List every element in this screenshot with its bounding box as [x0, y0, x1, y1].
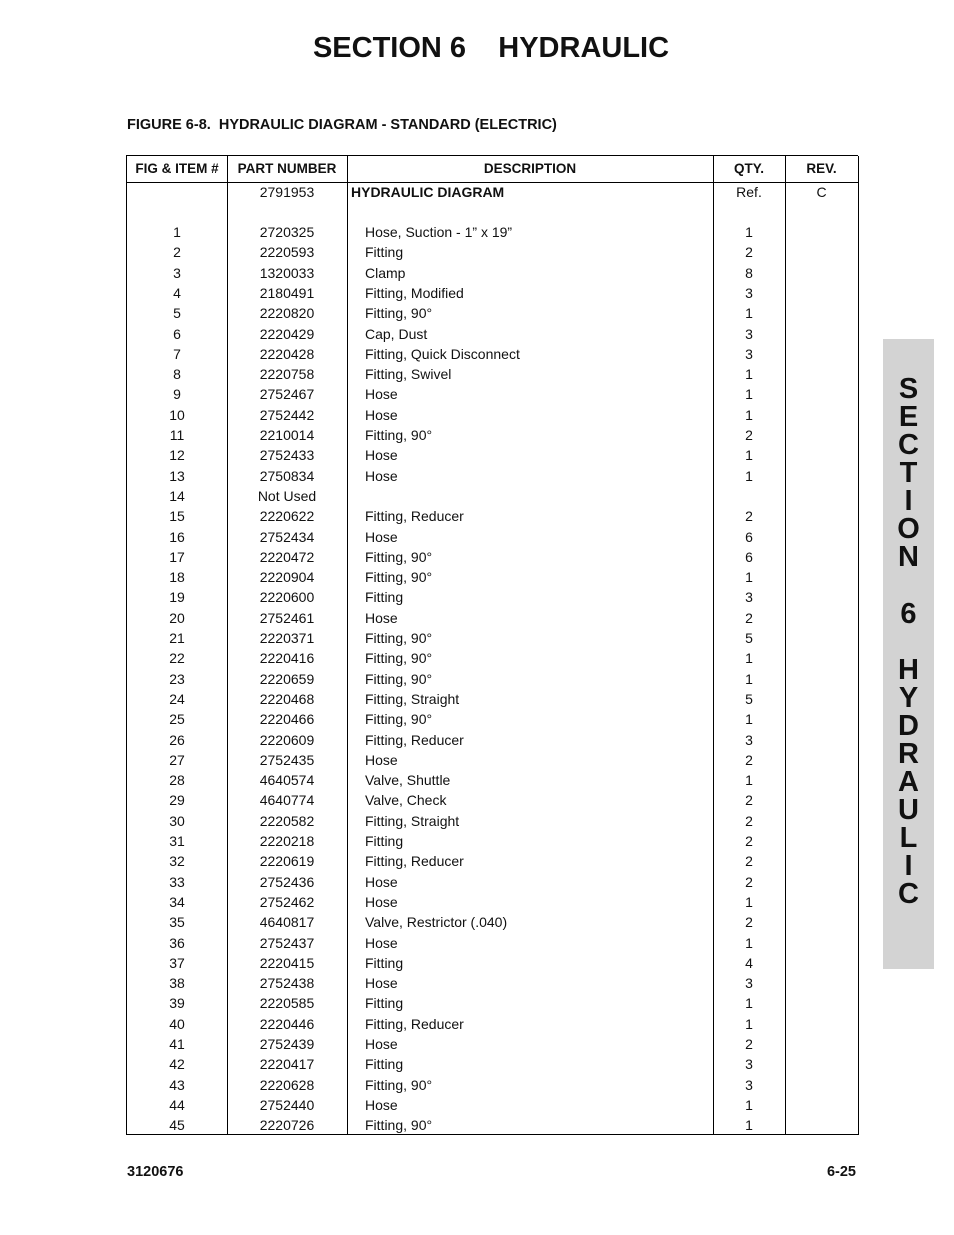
side-tab-letter: N — [898, 541, 919, 573]
qty-cell: 1 — [745, 995, 753, 1012]
description-cell: Fitting — [365, 995, 404, 1012]
side-tab-letter: U — [898, 794, 919, 826]
part-number-cell: 2220417 — [259, 1056, 315, 1073]
description-cell: Fitting, 90° — [365, 650, 433, 667]
fig-item-cell: 27 — [169, 751, 185, 768]
fig-item-cell: 38 — [169, 975, 185, 992]
qty-cell: 6 — [745, 528, 753, 545]
qty-cell: 2 — [745, 609, 753, 626]
part-number-cell: 2220904 — [259, 569, 315, 586]
part-number-cell: 2752437 — [259, 934, 315, 951]
qty-cell: 1 — [745, 224, 753, 240]
qty-cell: 1 — [745, 1015, 753, 1032]
description-cell: Fitting, Modified — [365, 284, 464, 301]
qty-cell: 3 — [745, 345, 753, 362]
side-tab-letter: A — [898, 766, 919, 798]
table-row — [127, 953, 858, 973]
table-row — [127, 222, 858, 242]
part-number-cell: 2752461 — [259, 609, 315, 626]
table-row — [127, 405, 858, 425]
fig-item-cell: 25 — [169, 711, 185, 728]
description-cell: Hose — [365, 528, 398, 545]
description-cell: Fitting, Reducer — [365, 508, 464, 525]
description-cell: Fitting, Reducer — [365, 1015, 464, 1032]
table-row — [127, 242, 858, 262]
qty-cell: 1 — [745, 893, 753, 910]
header-rev: REV. — [806, 161, 837, 176]
fig-item-cell: 22 — [169, 650, 185, 667]
qty-cell: 2 — [745, 244, 753, 261]
qty-cell: 4 — [745, 954, 753, 971]
table-row — [127, 1115, 858, 1135]
part-number-cell: 2791953 — [259, 184, 315, 200]
description-cell: Valve, Shuttle — [365, 772, 451, 789]
table-row — [127, 324, 858, 344]
qty-cell: 1 — [745, 305, 753, 322]
table-row — [127, 851, 858, 871]
side-tab-letter: I — [904, 850, 913, 882]
table-row — [127, 587, 858, 607]
part-number-cell: 2752434 — [259, 528, 315, 545]
part-number-cell: 2720325 — [259, 224, 315, 240]
description-cell: Hose, Suction - 1” x 19” — [365, 224, 513, 240]
description-cell: Fitting — [365, 833, 404, 849]
part-number-cell: 2220758 — [259, 366, 315, 383]
header-description: DESCRIPTION — [483, 161, 577, 176]
qty-cell: 2 — [745, 833, 753, 849]
part-number-cell: 2220429 — [259, 325, 315, 342]
description-cell: Fitting, 90° — [365, 711, 433, 728]
qty-cell: 3 — [745, 284, 753, 301]
table-row — [127, 466, 858, 486]
part-number-cell: 2752467 — [259, 386, 315, 403]
qty-cell: 1 — [745, 1117, 753, 1134]
qty-cell: 8 — [745, 264, 753, 281]
fig-item-cell: 40 — [169, 1015, 185, 1032]
qty-cell: 1 — [745, 650, 753, 667]
fig-item-cell: 28 — [169, 772, 185, 789]
table-row — [127, 527, 858, 547]
fig-item-cell: 24 — [169, 690, 185, 707]
qty-cell: 1 — [745, 934, 753, 951]
fig-item-cell: 3 — [173, 264, 181, 281]
side-tab-letter: E — [898, 401, 919, 433]
fig-item-cell: 4 — [173, 284, 181, 301]
fig-item-cell: 13 — [169, 467, 185, 484]
fig-item-cell: 35 — [169, 914, 185, 931]
description-cell: Fitting, 90° — [365, 1076, 433, 1093]
qty-cell: 3 — [745, 325, 753, 342]
part-number-cell: 2220466 — [259, 711, 315, 728]
fig-item-cell: 2 — [173, 244, 181, 261]
page-title: SECTION 6 HYDRAULIC — [312, 32, 670, 64]
qty-cell: 1 — [745, 366, 753, 383]
table-row — [127, 263, 858, 283]
fig-item-cell: 29 — [169, 792, 185, 809]
description-cell: Cap, Dust — [365, 325, 428, 342]
fig-item-cell: 15 — [169, 508, 185, 525]
part-number-cell: 2220628 — [259, 1076, 315, 1093]
qty-cell: 1 — [745, 772, 753, 789]
fig-item-cell: 21 — [169, 630, 185, 646]
description-cell: Fitting, Quick Disconnect — [365, 345, 520, 362]
side-tab-letter: T — [899, 457, 918, 489]
fig-item-cell: 32 — [169, 853, 185, 870]
description-cell: Fitting, 90° — [365, 305, 433, 322]
part-number-cell: 2752440 — [259, 1096, 315, 1113]
fig-item-cell: 18 — [169, 569, 185, 586]
fig-item-cell: 16 — [169, 528, 185, 545]
part-number-cell: 4640817 — [259, 914, 315, 931]
qty-cell: 1 — [745, 467, 753, 484]
description-cell: Fitting, 90° — [365, 569, 433, 586]
description-cell: Valve, Check — [365, 792, 447, 809]
table-row — [127, 486, 858, 506]
fig-item-cell: 9 — [173, 386, 181, 403]
description-cell: Fitting, 90° — [365, 670, 433, 687]
table-row — [127, 384, 858, 404]
part-number-cell: 2220582 — [259, 812, 315, 829]
qty-cell: 1 — [745, 711, 753, 728]
qty-cell: 1 — [745, 447, 753, 464]
description-cell: Fitting, Swivel — [365, 366, 452, 383]
description-cell: Hose — [365, 1096, 398, 1113]
qty-cell: 2 — [745, 1036, 753, 1052]
fig-item-cell: 7 — [173, 345, 181, 362]
table-row — [127, 872, 858, 892]
table-row — [127, 628, 858, 648]
table-row — [127, 608, 858, 628]
table-row — [127, 648, 858, 668]
description-cell: Fitting, Reducer — [365, 731, 464, 748]
table-row — [127, 344, 858, 364]
description-cell: Hose — [365, 609, 398, 626]
part-number-cell: 2220600 — [259, 589, 315, 606]
description-cell: Hose — [365, 467, 398, 484]
description-cell: Fitting, 90° — [365, 1117, 433, 1134]
part-number-cell: 2220416 — [259, 650, 315, 667]
part-number-cell: Not Used — [257, 487, 317, 504]
qty-cell: 2 — [745, 751, 753, 768]
table-row — [127, 364, 858, 384]
fig-item-cell: 44 — [169, 1096, 185, 1113]
parts-table — [126, 155, 858, 1135]
part-number-cell: 2180491 — [259, 284, 315, 301]
part-number-cell: 1320033 — [259, 264, 315, 281]
side-tab-letter: H — [898, 654, 919, 686]
part-number-cell: 2220593 — [259, 244, 315, 261]
fig-item-cell: 30 — [169, 812, 185, 829]
table-row — [127, 689, 858, 709]
part-number-cell: 2752435 — [259, 751, 315, 768]
header-fig-item: FIG & ITEM # — [135, 161, 219, 176]
fig-item-cell: 36 — [169, 934, 185, 951]
part-number-cell: 2220371 — [259, 630, 315, 646]
qty-cell: Ref. — [736, 184, 762, 200]
side-tab-letter: C — [898, 429, 919, 461]
description-cell: Fitting, 90° — [365, 427, 433, 443]
qty-cell: 1 — [745, 670, 753, 687]
description-cell: Fitting — [365, 244, 404, 261]
part-number-cell: 2752442 — [259, 406, 315, 423]
fig-item-cell: 17 — [169, 548, 185, 565]
description-cell: Hose — [365, 447, 398, 464]
document-number: 3120676 — [127, 1164, 184, 1180]
description-cell: Hose — [365, 406, 398, 423]
header-qty: QTY. — [733, 161, 764, 176]
side-tab-letter: C — [898, 878, 919, 910]
fig-item-cell: 5 — [173, 305, 181, 322]
fig-item-cell: 26 — [169, 731, 185, 748]
qty-cell: 5 — [745, 690, 753, 707]
part-number-cell: 4640574 — [259, 772, 315, 789]
description-cell: Hose — [365, 1036, 398, 1052]
fig-item-cell: 45 — [169, 1117, 185, 1134]
table-row — [127, 973, 858, 993]
table-row — [127, 425, 858, 445]
qty-cell: 3 — [745, 1076, 753, 1093]
table-row — [127, 283, 858, 303]
fig-item-cell: 42 — [169, 1056, 185, 1073]
side-tab-letter: I — [904, 485, 913, 517]
description-cell: Hose — [365, 751, 398, 768]
description-cell: Hose — [365, 934, 398, 951]
table-row — [127, 709, 858, 729]
description-cell: Fitting — [365, 589, 404, 606]
part-number-cell: 2220428 — [259, 345, 315, 362]
description-cell: HYDRAULIC DIAGRAM — [351, 184, 505, 200]
figure-title: FIGURE 6-8. HYDRAULIC DIAGRAM - STANDARD (ELECTRIC) — [127, 117, 557, 133]
side-tab-letter: 6 — [900, 598, 917, 630]
description-cell: Hose — [365, 386, 398, 403]
part-number-cell: 2220472 — [259, 548, 315, 565]
table-row — [127, 770, 858, 790]
part-number-cell: 2752439 — [259, 1036, 315, 1052]
fig-item-cell: 39 — [169, 995, 185, 1012]
part-number-cell: 2220619 — [259, 853, 315, 870]
table-row — [127, 547, 858, 567]
description-cell: Fitting, Reducer — [365, 853, 464, 870]
qty-cell: 5 — [745, 630, 753, 646]
fig-item-cell: 12 — [169, 447, 185, 464]
qty-cell: 2 — [745, 508, 753, 525]
table-row — [127, 831, 858, 851]
fig-item-cell: 33 — [169, 873, 185, 890]
part-number-cell: 2210014 — [259, 427, 315, 443]
side-tab-letter: L — [899, 822, 918, 854]
part-number-cell: 4640774 — [259, 792, 315, 809]
table-row — [127, 506, 858, 526]
fig-item-cell: 19 — [169, 589, 185, 606]
part-number-cell: 2220609 — [259, 731, 315, 748]
fig-item-cell: 6 — [173, 325, 181, 342]
qty-cell: 3 — [745, 975, 753, 992]
section-side-tab — [883, 339, 934, 969]
description-cell: Fitting — [365, 1056, 404, 1073]
table-row — [127, 1075, 858, 1095]
part-number-cell: 2220218 — [259, 833, 315, 849]
fig-item-cell: 34 — [169, 893, 185, 910]
part-number-cell: 2220585 — [259, 995, 315, 1012]
fig-item-cell: 20 — [169, 609, 185, 626]
qty-cell: 1 — [745, 1096, 753, 1113]
part-number-cell: 2220446 — [259, 1015, 315, 1032]
part-number-cell: 2752433 — [259, 447, 315, 464]
description-cell: Clamp — [365, 264, 406, 281]
fig-item-cell: 31 — [169, 833, 185, 849]
side-tab-letter: D — [898, 710, 919, 742]
description-cell: Hose — [365, 893, 398, 910]
part-number-cell: 2220415 — [259, 954, 315, 971]
qty-cell: 2 — [745, 853, 753, 870]
qty-cell: 2 — [745, 427, 753, 443]
description-cell: Hose — [365, 975, 398, 992]
fig-item-cell: 37 — [169, 954, 185, 971]
column-divider — [858, 156, 859, 1135]
part-number-cell: 2220622 — [259, 508, 315, 525]
part-number-cell: 2750834 — [259, 467, 315, 484]
fig-item-cell: 14 — [169, 487, 185, 504]
side-tab-letter: Y — [898, 682, 919, 714]
fig-item-cell: 11 — [169, 427, 185, 443]
description-cell: Fitting, 90° — [365, 630, 433, 646]
table-row — [127, 892, 858, 912]
fig-item-cell: 10 — [169, 406, 185, 423]
table-row — [127, 811, 858, 831]
table-row — [127, 182, 858, 202]
description-cell: Fitting, 90° — [365, 548, 433, 565]
table-row — [127, 1095, 858, 1115]
part-number-cell: 2220468 — [259, 690, 315, 707]
part-number-cell: 2752462 — [259, 893, 315, 910]
qty-cell: 1 — [745, 406, 753, 423]
qty-cell: 1 — [745, 386, 753, 403]
rev-cell: C — [816, 184, 827, 200]
qty-cell: 6 — [745, 548, 753, 565]
table-row — [127, 1014, 858, 1034]
description-cell: Fitting, Straight — [365, 812, 460, 829]
page-number: 6-25 — [826, 1164, 856, 1180]
qty-cell: 2 — [745, 792, 753, 809]
table-row — [127, 445, 858, 465]
qty-cell: 1 — [745, 569, 753, 586]
description-cell: Fitting — [365, 954, 404, 971]
table-row — [127, 993, 858, 1013]
qty-cell: 3 — [745, 731, 753, 748]
table-row — [127, 1034, 858, 1054]
qty-cell: 2 — [745, 812, 753, 829]
qty-cell: 2 — [745, 873, 753, 890]
qty-cell: 3 — [745, 1056, 753, 1073]
part-number-cell: 2752436 — [259, 873, 315, 890]
qty-cell: 2 — [745, 914, 753, 931]
fig-item-cell: 41 — [169, 1036, 185, 1052]
part-number-cell: 2220820 — [259, 305, 315, 322]
side-tab-letter: S — [898, 373, 919, 405]
fig-item-cell: 8 — [173, 366, 181, 383]
table-row — [127, 669, 858, 689]
fig-item-cell: 43 — [169, 1076, 185, 1093]
table-row — [127, 912, 858, 932]
fig-item-cell: 1 — [173, 224, 181, 240]
part-number-cell: 2220726 — [259, 1117, 315, 1134]
part-number-cell: 2220659 — [259, 670, 315, 687]
table-row — [127, 1054, 858, 1074]
header-part-number: PART NUMBER — [237, 161, 337, 176]
table-row — [127, 730, 858, 750]
qty-cell: 3 — [745, 589, 753, 606]
description-cell: Hose — [365, 873, 398, 890]
table-row — [127, 790, 858, 810]
table-row — [127, 303, 858, 323]
fig-item-cell: 23 — [169, 670, 185, 687]
table-row — [127, 567, 858, 587]
description-cell: Fitting, Straight — [365, 690, 460, 707]
table-row — [127, 750, 858, 770]
table-row — [127, 933, 858, 953]
side-tab-letter: R — [898, 738, 919, 770]
part-number-cell: 2752438 — [259, 975, 315, 992]
description-cell: Valve, Restrictor (.040) — [365, 914, 508, 931]
side-tab-letter: O — [897, 513, 920, 545]
